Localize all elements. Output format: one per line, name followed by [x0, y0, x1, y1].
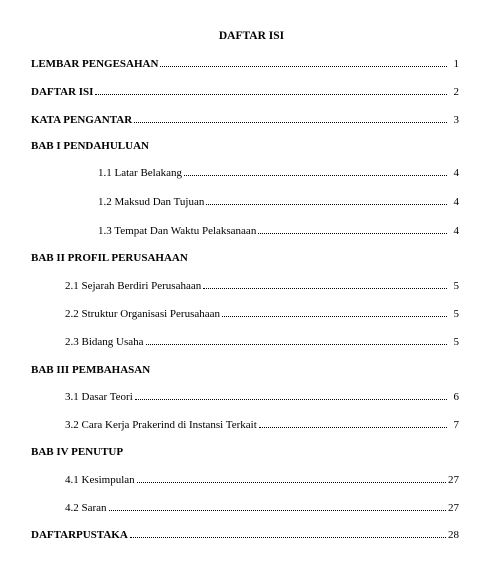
dot-leader [206, 195, 447, 205]
chapter-heading: BAB III PEMBAHASAN [31, 364, 151, 376]
dot-leader [258, 224, 447, 234]
dot-leader [109, 501, 446, 511]
toc-entry-label: DAFTAR ISI [31, 86, 94, 98]
toc-entry-page: 2 [453, 86, 459, 98]
dot-leader [184, 166, 447, 176]
toc-entry-label: 1.1 Latar Belakang [98, 167, 182, 179]
toc-entry-label: 4.2 Saran [65, 502, 107, 514]
dot-leader [134, 113, 447, 123]
toc-entry-label: DAFTARPUSTAKA [31, 529, 128, 541]
toc-entry-page: 5 [453, 308, 459, 320]
dot-leader [222, 307, 447, 317]
toc-entry-page: 5 [453, 336, 459, 348]
toc-entry [98, 195, 459, 209]
toc-entry [65, 335, 459, 349]
toc-entry [65, 279, 459, 293]
chapter-heading: BAB I PENDAHULUAN [31, 140, 149, 152]
dot-leader [203, 279, 447, 289]
dot-leader [259, 418, 447, 428]
chapter-heading: BAB IV PENUTUP [31, 446, 124, 458]
toc-entry [98, 166, 459, 180]
dot-leader [130, 528, 446, 538]
toc-entry-page: 27 [448, 502, 459, 514]
page-title: DAFTAR ISI [218, 30, 285, 42]
dot-leader [160, 57, 447, 67]
dot-leader [135, 390, 447, 400]
toc-entry-page: 7 [453, 419, 459, 431]
dot-leader [137, 473, 446, 483]
toc-entry-label: 2.1 Sejarah Berdiri Perusahaan [65, 280, 202, 292]
toc-entry-label: 2.3 Bidang Usaha [65, 336, 144, 348]
chapter-heading: BAB II PROFIL PERUSAHAAN [31, 252, 188, 264]
toc-entry [65, 418, 459, 432]
toc-entry [98, 224, 459, 238]
toc-entry-page: 3 [453, 114, 459, 126]
toc-entry-page: 5 [453, 280, 459, 292]
toc-entry-page: 4 [453, 196, 459, 208]
toc-entry-page: 1 [453, 58, 459, 70]
toc-entry [65, 307, 459, 321]
toc-entry-label: 1.3 Tempat Dan Waktu Pelaksanaan [98, 225, 257, 237]
toc-entry [65, 473, 459, 487]
toc-entry-label: KATA PENGANTAR [31, 114, 133, 126]
toc-entry-label: LEMBAR PENGESAHAN [31, 58, 159, 70]
toc-entry [65, 501, 459, 515]
dot-leader [95, 85, 447, 95]
toc-entry-label: 2.2 Struktur Organisasi Perusahaan [65, 308, 220, 320]
toc-entry [31, 85, 459, 99]
toc-entry-page: 6 [453, 391, 459, 403]
toc-entry [31, 113, 459, 127]
toc-entry-page: 27 [448, 474, 459, 486]
toc-entry-label: 3.1 Dasar Teori [65, 391, 133, 403]
toc-entry-label: 3.2 Cara Kerja Prakerind di Instansi Terkait [65, 419, 257, 431]
toc-entry-page: 4 [453, 167, 459, 179]
toc-entry [65, 390, 459, 404]
toc-entry [31, 57, 459, 71]
toc-entry-page: 4 [453, 225, 459, 237]
dot-leader [146, 335, 447, 345]
toc-entry-label: 1.2 Maksud Dan Tujuan [98, 196, 205, 208]
toc-entry-page: 28 [448, 529, 459, 541]
toc-entry [31, 528, 459, 542]
toc-entry-label: 4.1 Kesimpulan [65, 474, 135, 486]
